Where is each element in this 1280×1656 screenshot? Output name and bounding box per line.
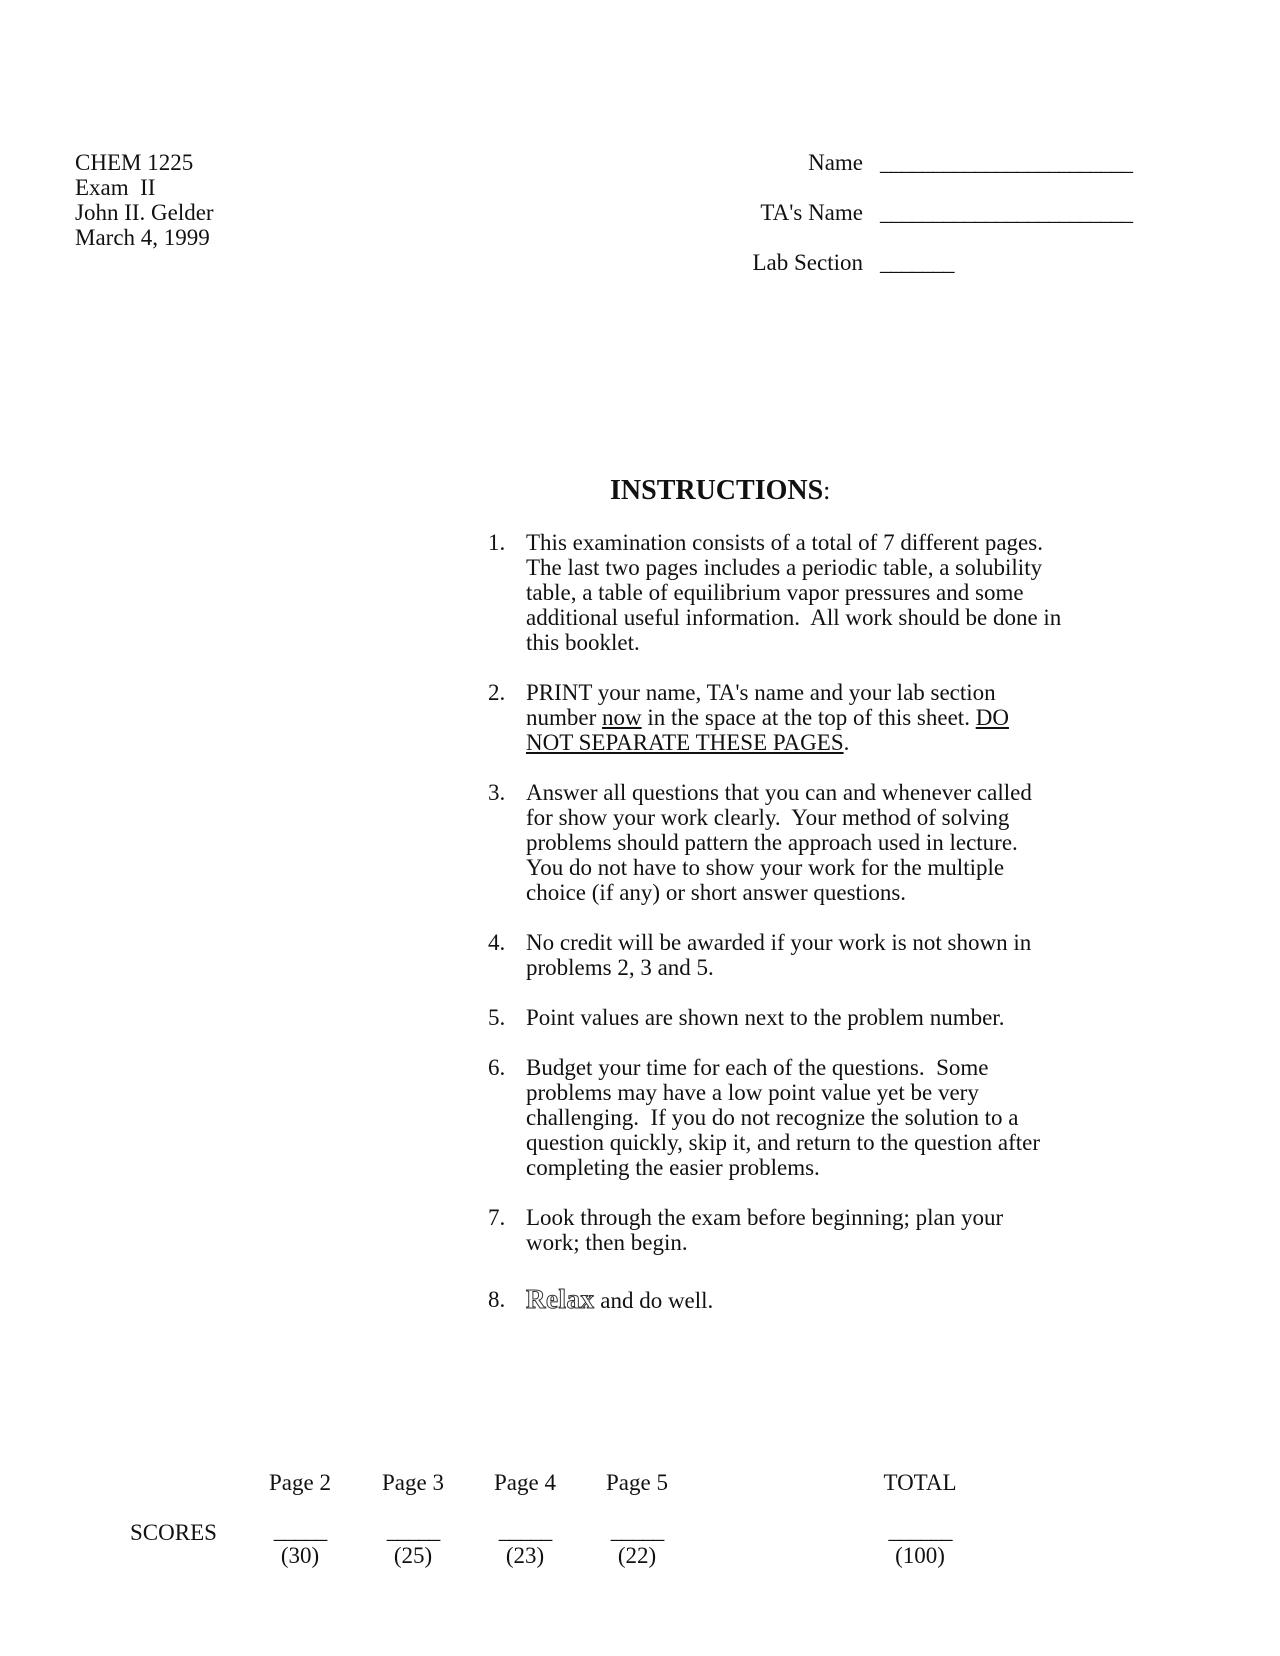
instruction-text: in the space at the top of this sheet. [641, 705, 976, 730]
instruction-line: Answer all questions that you can and whenever called [526, 780, 1032, 805]
name-field[interactable]: ________________________ [880, 150, 1132, 175]
instruction-line: work; then begin. [526, 1230, 688, 1255]
score-head-total: TOTAL [883, 1470, 957, 1495]
instruction-line: table, a table of equilibrium vapor pressures and some [526, 580, 1024, 605]
score-head-page-3: Page 3 [382, 1470, 444, 1495]
instruction-line: completing the easier problems. [526, 1155, 820, 1180]
exam-number: Exam II [75, 175, 156, 200]
instruction-number: 3. [488, 780, 506, 805]
instruction-line: challenging. If you do not recognize the solution to a [526, 1105, 1019, 1130]
relax-word: Relax [526, 1284, 595, 1314]
score-head-page-4: Page 4 [494, 1470, 556, 1495]
instruction-text: and do well. [594, 1288, 714, 1313]
instruction-line: problems 2, 3 and 5. [526, 955, 714, 980]
score-field-page-5[interactable]: _____ [610, 1518, 664, 1543]
instruction-line: Budget your time for each of the questions. Some [526, 1055, 989, 1080]
instruction-line: choice (if any) or short answer questions. [526, 880, 907, 905]
instruction-line: problems should pattern the approach used in lecture. [526, 830, 1018, 855]
instruction-line: for show your work clearly. Your method of solving [526, 805, 1010, 830]
emphasis-do: DO [975, 705, 1009, 730]
score-head-page-5: Page 5 [606, 1470, 668, 1495]
score-field-page-2[interactable]: _____ [273, 1518, 327, 1543]
instruction-text: . [843, 730, 850, 755]
instruction-line: This examination consists of a total of 7 different pages. [526, 530, 1043, 555]
lab-section-label: Lab Section [752, 250, 863, 275]
exam-date: March 4, 1999 [75, 225, 210, 250]
exam-header [75, 150, 214, 250]
instruction-line: this booklet. [526, 630, 640, 655]
instruction-number: 8. [488, 1287, 506, 1312]
instructions-title [610, 475, 830, 507]
instruction-number: 6. [488, 1055, 506, 1080]
instructions-title-text: INSTRUCTIONS [610, 475, 824, 506]
score-head-page-2: Page 2 [269, 1470, 331, 1495]
instruction-line: Point values are shown next to the problem number. [526, 1005, 1005, 1030]
instruction-line [526, 1284, 1146, 1314]
score-max-page-2: (30) [280, 1543, 320, 1568]
instruction-text: number [526, 705, 603, 730]
score-max-page-5: (22) [617, 1543, 657, 1568]
instruction-line: problems may have a low point value yet be very [526, 1080, 979, 1105]
instruction-line [526, 705, 1146, 730]
score-max-page-3: (25) [393, 1543, 433, 1568]
instruction-line: PRINT your name, TA's name and your lab section [526, 680, 996, 705]
instruction-number: 7. [488, 1205, 506, 1230]
name-label: Name [808, 150, 863, 175]
instruction-number: 5. [488, 1005, 506, 1030]
score-field-page-3[interactable]: _____ [386, 1518, 440, 1543]
instruction-line: You do not have to show your work for the multiple [526, 855, 1005, 880]
instruction-line [526, 730, 1146, 755]
course-code: CHEM 1225 [75, 150, 194, 175]
lab-section-field[interactable]: _______ [880, 250, 954, 275]
emphasis-not-separate: NOT SEPARATE THESE PAGES [526, 730, 844, 755]
instruction-line: No credit will be awarded if your work is not shown in [526, 930, 1032, 955]
scores-label: SCORES [130, 1520, 217, 1545]
instruction-number: 4. [488, 930, 506, 955]
score-field-page-4[interactable]: _____ [498, 1518, 552, 1543]
instruction-line: question quickly, skip it, and return to the question after [526, 1130, 1040, 1155]
emphasis-now: now [602, 705, 642, 730]
score-max-page-4: (23) [505, 1543, 545, 1568]
instruction-number: 1. [488, 530, 506, 555]
instruction-line: Look through the exam before beginning; plan your [526, 1205, 1004, 1230]
score-field-total[interactable]: ______ [888, 1518, 952, 1543]
instructor-name: John II. Gelder [75, 200, 214, 225]
ta-name-field[interactable]: ________________________ [880, 200, 1132, 225]
instruction-line: additional useful information. All work should be done in [526, 605, 1062, 630]
ta-name-label: TA's Name [760, 200, 863, 225]
score-max-total: (100) [895, 1543, 945, 1568]
instructions-title-colon: : [823, 476, 831, 505]
instruction-line: The last two pages includes a periodic table, a solubility [526, 555, 1043, 580]
instruction-number: 2. [488, 680, 506, 705]
